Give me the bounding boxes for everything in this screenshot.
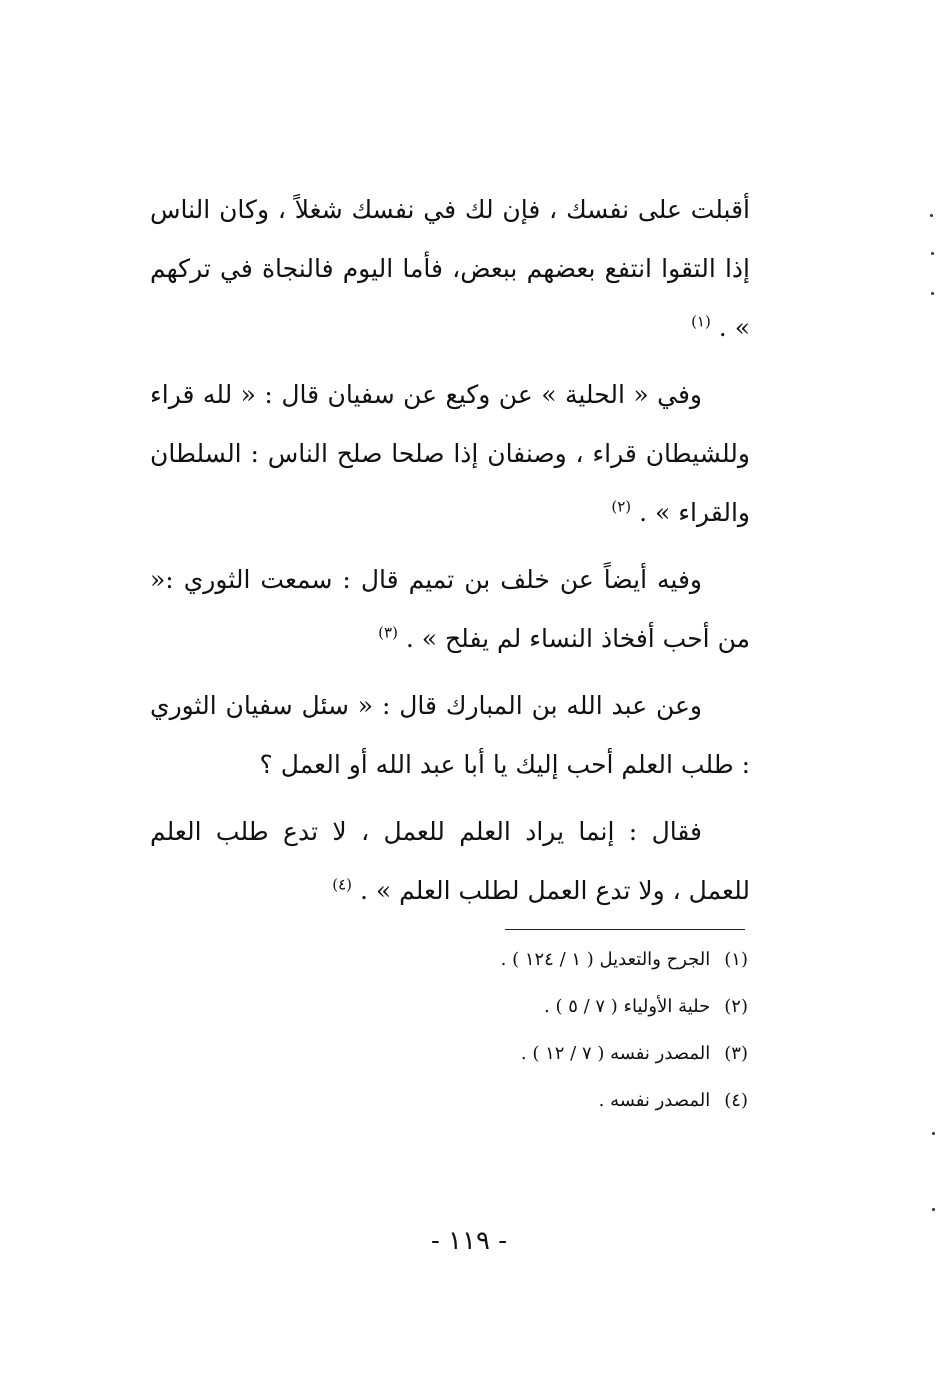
- footnote-text: الجرح والتعديل ( ١ / ١٢٤ ) .: [500, 949, 711, 970]
- paragraph-text: وفي « الحلية » عن وكيع عن سفيان قال : « لله قراء وللشيطان قراء ، وصنفان إذا صلحا صلح الناس : السلطان والقراء » .: [150, 380, 750, 527]
- paragraph-text: وعن عبد الله بن المبارك قال : « سئل سفيان الثوري : طلب العلم أحب إليك يا أبا عبد الله أو العمل ؟: [150, 691, 750, 779]
- paragraph-2: [150, 365, 750, 542]
- footnote-4: [328, 1077, 748, 1124]
- scan-speck: [932, 1132, 935, 1135]
- scan-speck: [931, 292, 934, 295]
- paragraph-text: وفيه أيضاً عن خلف بن تميم قال : سمعت الثوري :« من أحب أفخاذ النساء لم يفلح » .: [150, 565, 750, 653]
- footnote-separator: [505, 929, 745, 930]
- footnote-ref: (٤): [332, 875, 352, 894]
- footnote-3: [328, 1030, 748, 1077]
- paragraph-4: [150, 676, 750, 794]
- footnote-ref: (٣): [378, 623, 398, 642]
- footnote-ref: (١): [691, 312, 711, 331]
- footnote-text: حلية الأولياء ( ٧ / ٥ ) .: [544, 996, 711, 1017]
- scan-speck: [932, 1208, 935, 1211]
- footnotes: [328, 936, 748, 1124]
- footnote-text: المصدر نفسه .: [598, 1090, 711, 1111]
- main-text: [150, 180, 750, 928]
- footnote-number: (٤): [724, 1090, 748, 1111]
- footnote-number: (٢): [724, 996, 748, 1017]
- paragraph-text: فقال : إنما يراد العلم للعمل ، لا تدع طلب العلم للعمل ، ولا تدع العمل لطلب العلم » .: [150, 817, 750, 905]
- footnote-1: [328, 936, 748, 983]
- scan-speck: [931, 252, 934, 255]
- footnote-ref: (٢): [611, 497, 632, 516]
- paragraph-5: [150, 802, 750, 920]
- footnote-number: (١): [724, 949, 748, 970]
- footnote-number: (٣): [724, 1043, 748, 1064]
- scan-speck: [930, 214, 933, 217]
- footnote-text: المصدر نفسه ( ٧ / ١٢ ) .: [520, 1043, 711, 1064]
- paragraph-3: [150, 550, 750, 668]
- paragraph-1: [150, 180, 750, 357]
- page-number: - ١١٩ -: [430, 1226, 508, 1256]
- footnote-2: [328, 983, 748, 1030]
- paragraph-text: أقبلت على نفسك ، فإن لك في نفسك شغلاً ، وكان الناس إذا التقوا انتفع بعضهم ببعض، فأما اليوم فالنجاة في تركهم » .: [150, 195, 750, 342]
